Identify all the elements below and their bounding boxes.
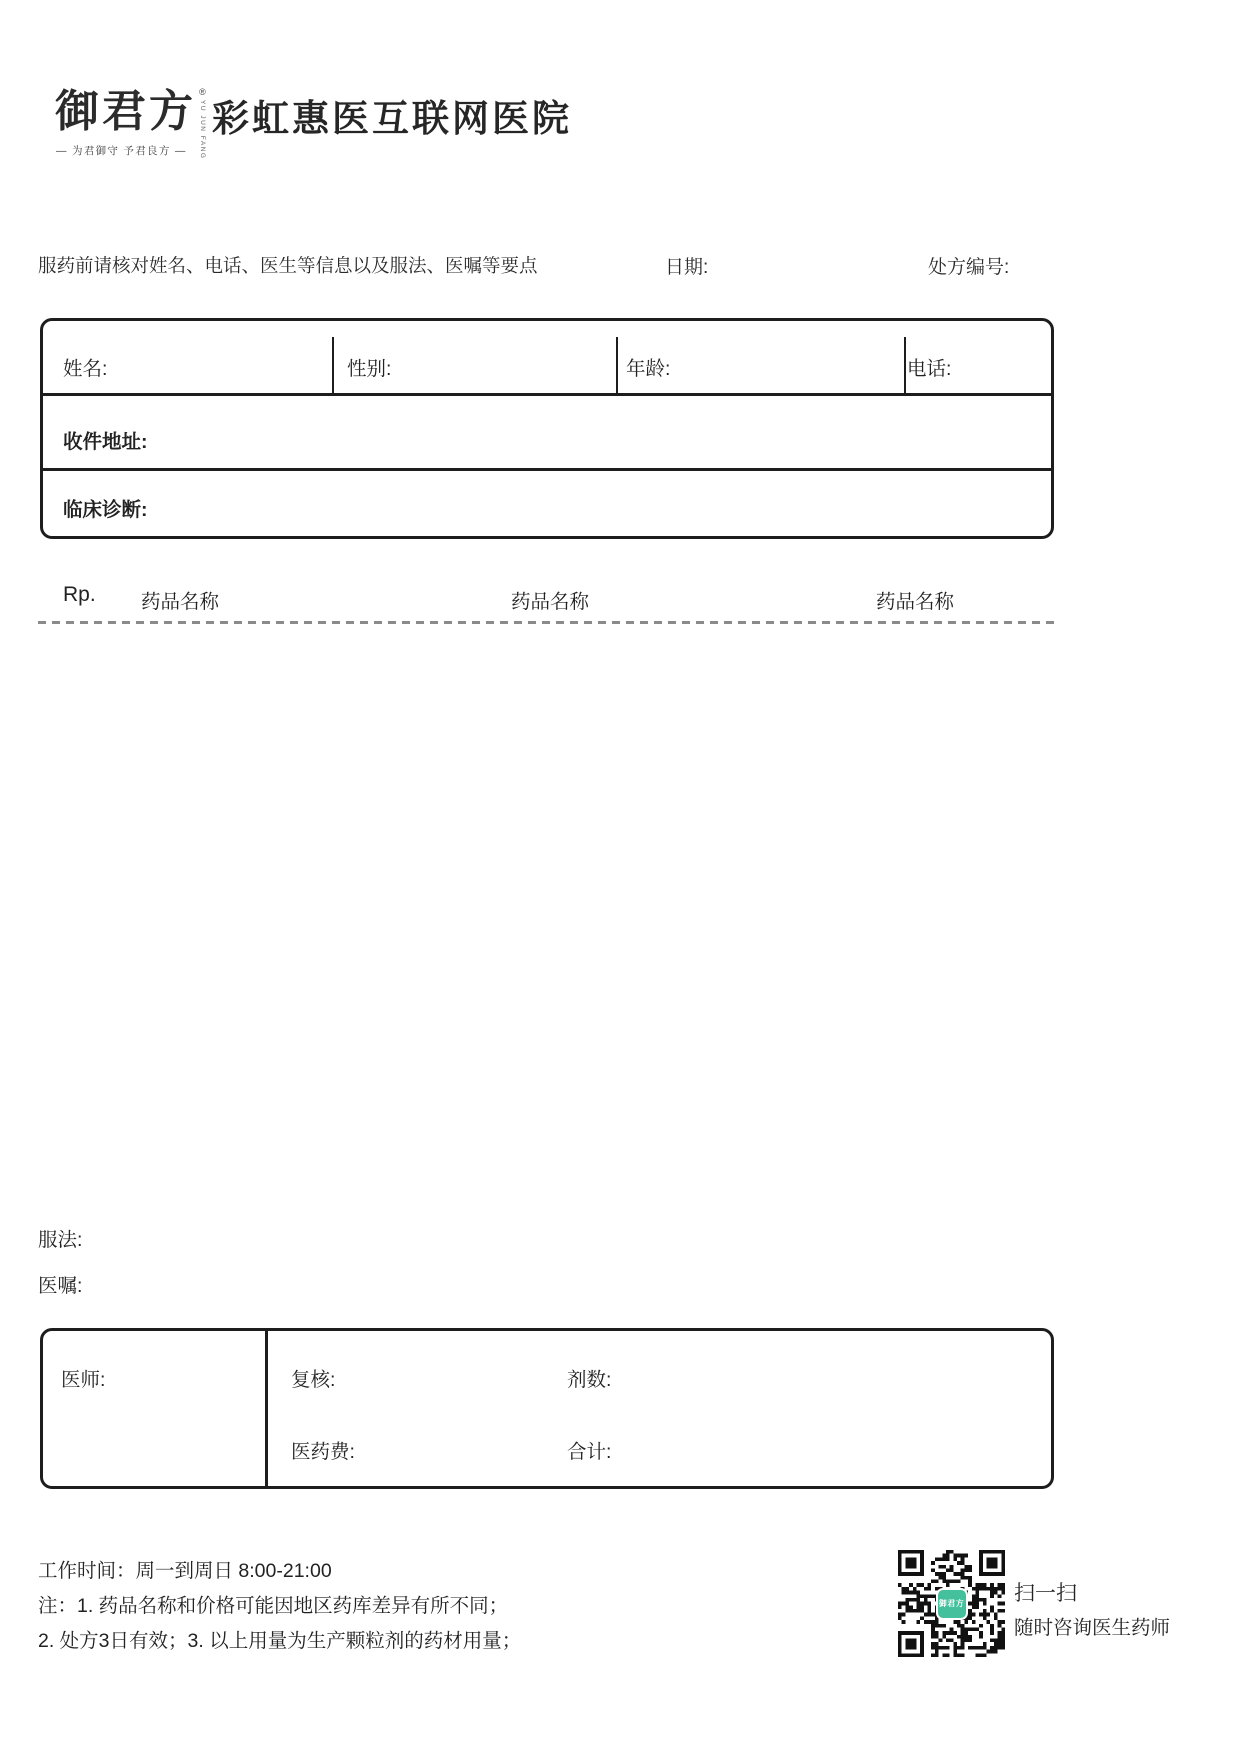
patient-name-label: 姓名:	[63, 358, 108, 380]
brand-logo-text: 御君方	[55, 86, 196, 137]
drug-name-column-header: 药品名称	[876, 591, 955, 613]
hospital-name: 彩虹惠医互联网医院	[212, 98, 572, 139]
review-label: 复核:	[291, 1369, 336, 1391]
drug-name-column-header: 药品名称	[511, 591, 590, 613]
clinical-diagnosis-label: 临床诊断:	[63, 499, 148, 521]
signature-box	[40, 1328, 1054, 1489]
divider	[332, 337, 334, 393]
work-hours-text: 工作时间：周一到周日 8:00-21:00	[38, 1560, 332, 1582]
note-line-1: 注：1. 药品名称和价格可能因地区药库差异有所不同；	[38, 1595, 509, 1617]
scan-label: 扫一扫	[1014, 1582, 1077, 1605]
scan-subtext: 随时咨询医生药师	[1014, 1617, 1171, 1639]
shipping-address-label: 收件地址:	[63, 431, 148, 453]
date-label: 日期:	[665, 257, 709, 278]
doctor-label: 医师:	[61, 1369, 106, 1391]
dose-count-label: 剂数:	[567, 1369, 612, 1391]
divider	[40, 468, 1054, 471]
divider	[40, 393, 1054, 396]
brand-tagline: — 为君御守 予君良方 —	[56, 145, 187, 157]
medicine-fee-label: 医药费:	[291, 1441, 355, 1463]
rp-label: Rp.	[63, 583, 96, 606]
qr-code	[898, 1550, 1005, 1657]
registered-trademark-icon: ®	[199, 87, 206, 97]
patient-age-label: 年龄:	[626, 358, 671, 380]
patient-phone-label: 电话:	[907, 358, 952, 380]
divider	[904, 337, 906, 393]
usage-label: 服法:	[38, 1229, 83, 1251]
drug-name-column-header: 药品名称	[141, 591, 220, 613]
qr-center-badge: 御君方	[936, 1588, 968, 1620]
patient-info-box	[40, 318, 1054, 539]
verify-notice-text: 服药前请核对姓名、电话、医生等信息以及服法、医嘱等要点	[38, 255, 538, 276]
dashed-divider	[38, 621, 1056, 624]
prescription-number-label: 处方编号:	[928, 257, 1010, 278]
divider	[616, 337, 618, 393]
brand-logo-pinyin: YU JUN FANG	[199, 100, 206, 160]
brand-logo-side	[199, 88, 206, 159]
doctor-advice-label: 医嘱:	[38, 1275, 83, 1297]
patient-gender-label: 性别:	[347, 358, 392, 380]
divider	[265, 1331, 268, 1486]
total-label: 合计:	[567, 1441, 612, 1463]
note-line-2: 2. 处方3日有效；3. 以上用量为生产颗粒剂的药材用量；	[38, 1630, 522, 1652]
